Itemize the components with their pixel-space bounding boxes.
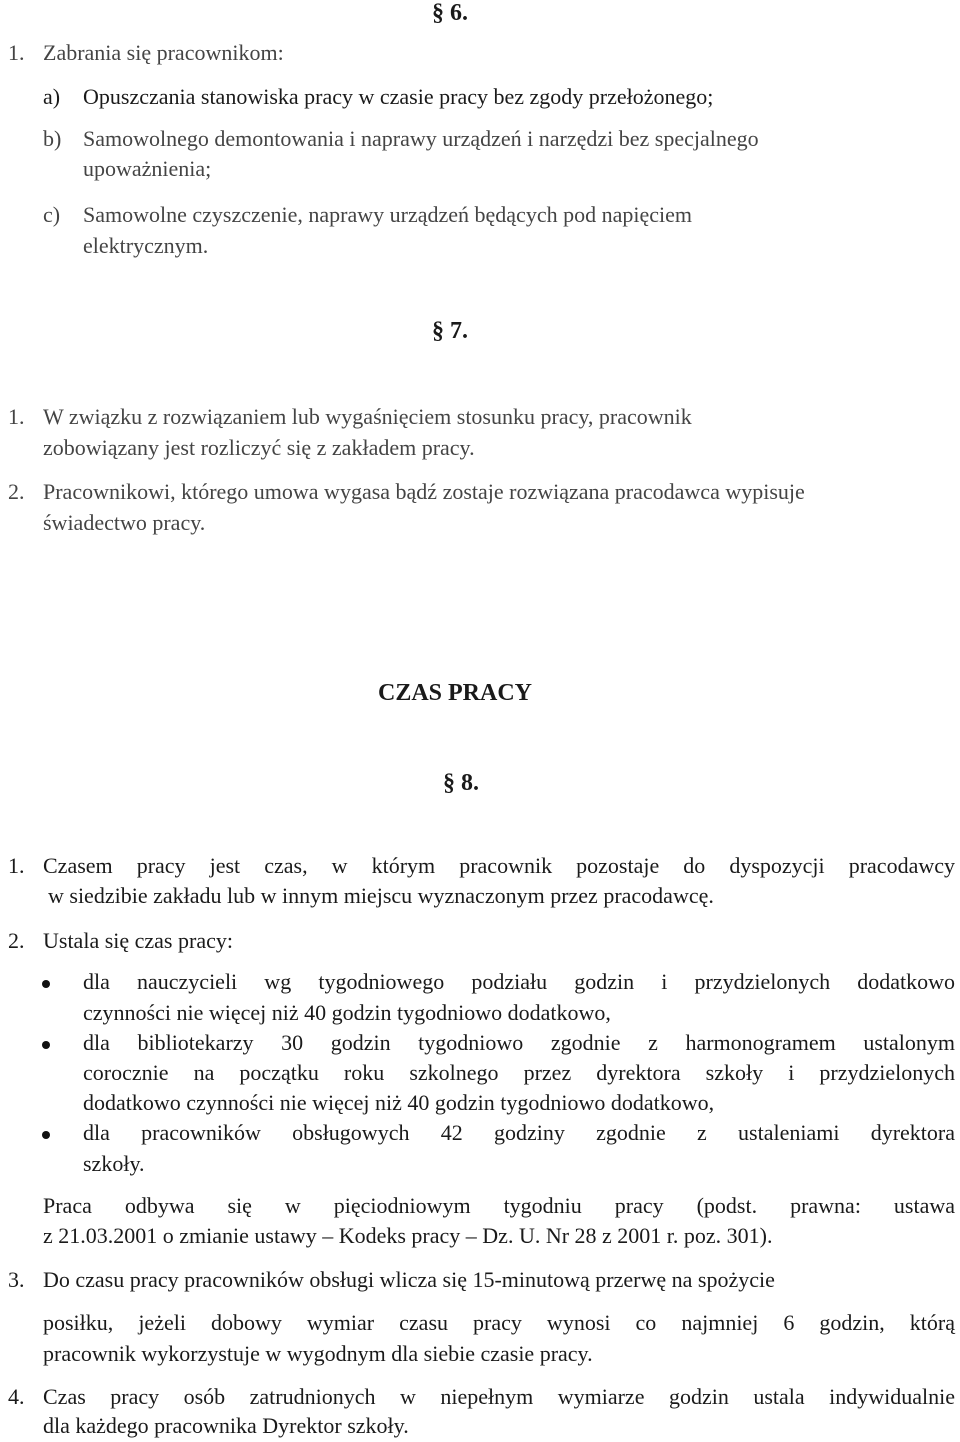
section-6-heading	[432, 0, 468, 27]
item-number: 2.	[8, 928, 25, 953]
section-number: 6.	[450, 0, 468, 26]
item-text: Pracownikowi, którego umowa wygasa bądź zostaje rozwiązana pracodawca wypisuje	[43, 479, 805, 504]
section-number: 8.	[461, 770, 479, 796]
section-marker: §	[432, 318, 444, 344]
item-text: Czasem pracy jest czas, w którym pracownik pozostaje do dyspozycji pracodawcy	[43, 853, 955, 878]
item-text: Ustala się czas pracy:	[43, 928, 233, 953]
item-text-continuation: świadectwo pracy.	[43, 510, 206, 535]
list-item: Opuszczania stanowiska pracy w czasie pracy bez zgody przełożonego;	[83, 84, 714, 109]
bullet-dot-icon	[42, 980, 50, 988]
item-text: Do czasu pracy pracowników obsługi wlicza się 15-minutową przerwę na spożycie	[43, 1267, 775, 1292]
list-letter: a)	[43, 84, 61, 109]
list-letter: c)	[43, 202, 61, 227]
bullet-item: dla bibliotekarzy 30 godzin tygodniowo zgodnie z harmonogramem ustalonym	[83, 1030, 955, 1055]
section-7-heading	[432, 318, 468, 345]
chapter-title: CZAS PRACY	[378, 680, 533, 706]
item-number: 1.	[8, 40, 25, 65]
item-text-continuation: w siedzibie zakładu lub w innym miejscu wyznaczonym przez pracodawcę.	[48, 883, 714, 908]
list-item: Samowolnego demontowania i naprawy urządzeń i narzędzi bez specjalnego	[83, 126, 759, 151]
list-item-continuation: elektrycznym.	[83, 233, 209, 258]
item-text: Zabrania się pracownikom:	[43, 40, 284, 65]
bullet-item: dla nauczycieli wg tygodniowego podziału godzin i przydzielonych dodatkowo	[83, 969, 955, 994]
bullet-item-continuation: czynności nie więcej niż 40 godzin tygodniowo dodatkowo,	[83, 1000, 611, 1025]
list-item-continuation: upoważnienia;	[83, 156, 212, 181]
bullet-dot-icon	[42, 1131, 50, 1139]
section-8-heading	[443, 770, 479, 797]
item-number: 3.	[8, 1267, 25, 1292]
bullet-item-continuation: corocznie na początku roku szkolnego przez dyrektora szkoły i przydzielonych	[83, 1060, 955, 1085]
bullet-item-continuation: szkoły.	[83, 1151, 145, 1176]
list-letter: b)	[43, 126, 62, 151]
section-marker: §	[432, 0, 444, 26]
paragraph: Praca odbywa się w pięciodniowym tygodniu pracy (podst. prawna: ustawa	[43, 1193, 955, 1218]
section-number: 7.	[450, 318, 468, 344]
item-text: Czas pracy osób zatrudnionych w niepełnym wymiarze godzin ustala indywidualnie	[43, 1384, 955, 1409]
item-number: 1.	[8, 853, 25, 878]
section-marker: §	[443, 770, 455, 796]
item-text-continuation: zobowiązany jest rozliczyć się z zakładem pracy.	[43, 435, 475, 460]
item-number: 2.	[8, 479, 25, 504]
item-text-continuation: pracownik wykorzystuje w wygodnym dla siebie czasie pracy.	[43, 1341, 593, 1366]
list-item: Samowolne czyszczenie, naprawy urządzeń będących pod napięciem	[83, 202, 692, 227]
item-text-continuation: posiłku, jeżeli dobowy wymiar czasu pracy wynosi co najmniej 6 godzin, którą	[43, 1310, 955, 1335]
paragraph-continuation: z 21.03.2001 o zmianie ustawy – Kodeks pracy – Dz. U. Nr 28 z 2001 r. poz. 301).	[43, 1223, 773, 1248]
item-number: 1.	[8, 404, 25, 429]
bullet-item: dla pracowników obsługowych 42 godziny zgodnie z ustaleniami dyrektora	[83, 1120, 955, 1145]
item-number: 4.	[8, 1384, 25, 1409]
item-text-continuation: dla każdego pracownika Dyrektor szkoły.	[43, 1413, 409, 1438]
bullet-dot-icon	[42, 1041, 50, 1049]
bullet-item-continuation: dodatkowo czynności nie więcej niż 40 godzin tygodniowo dodatkowo,	[83, 1090, 715, 1115]
item-text: W związku z rozwiązaniem lub wygaśnięciem stosunku pracy, pracownik	[43, 404, 692, 429]
